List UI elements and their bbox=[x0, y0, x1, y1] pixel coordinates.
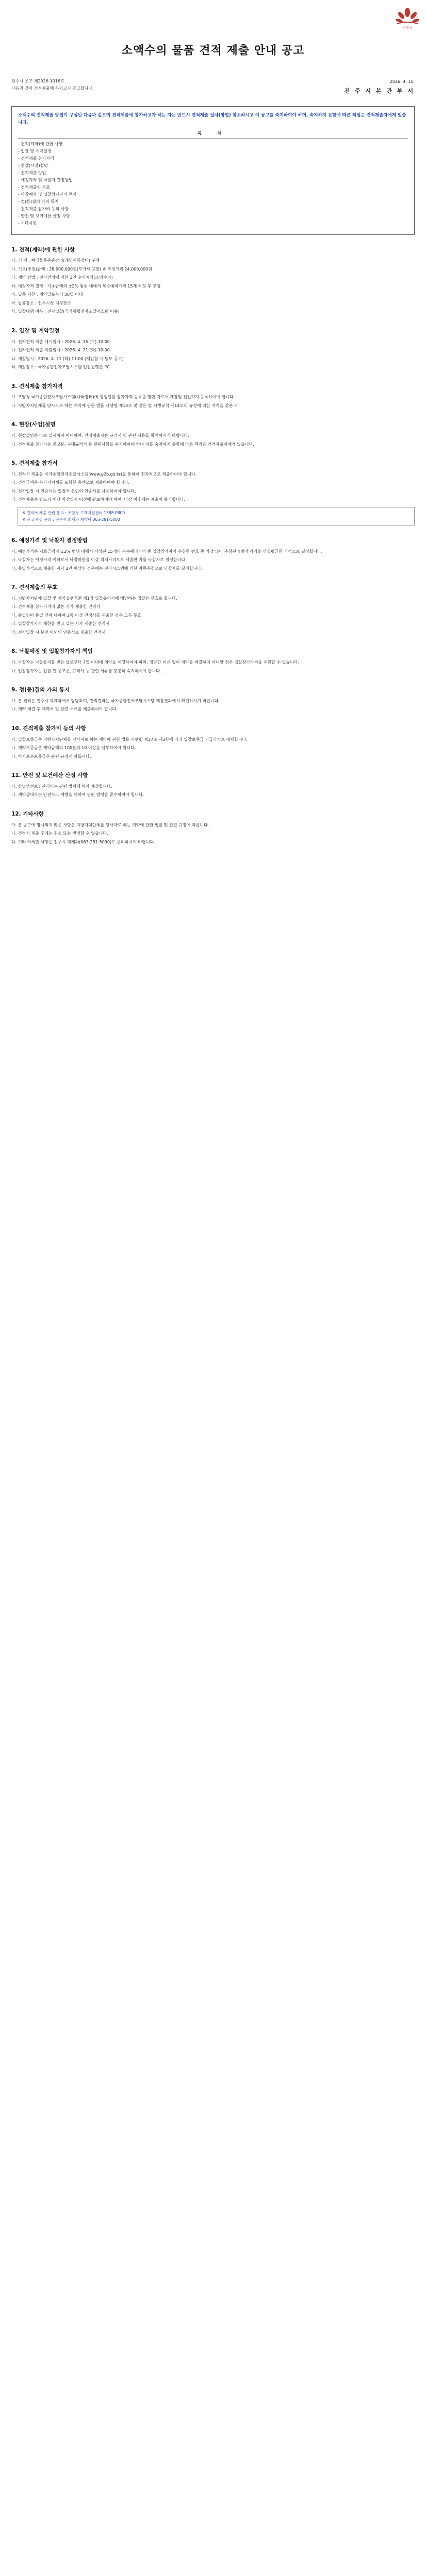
section bbox=[11, 686, 415, 714]
toc-item: - 견적제출 방법 bbox=[18, 170, 46, 175]
section bbox=[11, 460, 415, 526]
section-title: 12. 기타사항 bbox=[11, 810, 44, 817]
section bbox=[11, 772, 415, 799]
section-item: 나. 계약 체결 후 계약서 및 관련 서류를 제출하여야 합니다. bbox=[11, 707, 118, 712]
section-title: 4. 현장(사업)설명 bbox=[11, 421, 56, 428]
section-item: 가. 예정가격은 기초금액의 ±2% 범위 내에서 작성된 15개의 복수예비가격 중 입찰참가자가 추첨한 번호 중 가장 많이 추첨된 4개의 가격을 산술평균한 가격으로 결정합니다. bbox=[11, 549, 323, 554]
toc-item: - 견적제출 참가비 등의 사항 bbox=[18, 206, 69, 211]
section-title: 1. 견적(계약)에 관한 사항 bbox=[11, 246, 75, 253]
section-title: 6. 예정가격 및 낙찰자 결정방법 bbox=[11, 537, 88, 544]
section-item: 가. 조달청 국가종합전자조달시스템(나라장터)에 경쟁입찰 참가자격 등록을 필한 자로서 개찰일 전일까지 등록하여야 합니다. bbox=[11, 395, 235, 400]
section-item: 마. 전자입찰 시 본인 이외의 인증서로 제출한 견적서 bbox=[11, 630, 106, 635]
section-title: 9. 정(등)결의 가의 통지 bbox=[11, 687, 70, 693]
note-item: ※ 공고 관련 문의 : 전주시 회계과 계약팀 063-281-5000 bbox=[22, 517, 120, 522]
section-item: 나. 견적금액은 부가가치세를 포함한 총액으로 제출하여야 합니다. bbox=[11, 480, 129, 485]
section-item: 라. 예정가격 결정 : 기초금액의 ±2% 범위 내에서 복수예비가격 15개 작성 후 추첨 bbox=[11, 283, 161, 289]
section-item: 라. 입찰참가자격 제한을 받고 있는 자가 제출한 견적서 bbox=[11, 621, 110, 626]
notice-note: 다음과 같이 견적제출에 부치고자 공고합니다. bbox=[11, 86, 94, 91]
section-item: 다. 기타 자세한 사항은 전주시 회계과(063-281-5000)로 문의하시기 바랍니다. bbox=[11, 839, 155, 844]
section-item: 나. 견적제출 참가자는 공고문, 구매규격서 등 관련사항을 숙지하여야 하며 이를 숙지하지 못함에 따른 책임은 견적제출자에게 있습니다. bbox=[11, 442, 254, 447]
section-item: 라. 개찰장소 : 국가종합전자조달시스템 입찰집행관 PC bbox=[11, 365, 110, 369]
section-item: 가. 입찰보증금은 지방자치단체를 당사자로 하는 계약에 관한 법률 시행령 제37조 제3항에 따라 입찰보증금 지급각서로 대체합니다. bbox=[11, 737, 248, 742]
section-title: 5. 견적제출 참가서 bbox=[11, 460, 58, 466]
toc-item: - 낙찰예정 및 입찰참가자의 책임 bbox=[18, 192, 77, 197]
section-item: 나. 입찰참가자는 입찰 전 공고문, 규격서 등 관련 서류를 충분히 숙지하여야 합니다. bbox=[11, 668, 161, 673]
section bbox=[11, 327, 415, 371]
section-item: 가. 본 공고에 명시되지 않은 사항은 지방자치단체를 당사자로 하는 계약에 관한 법률 및 관련 규정에 따릅니다. bbox=[11, 822, 209, 827]
section-item: 다. 동일가격으로 제출한 자가 2인 이상인 경우에는 전자시스템에 의한 자동추첨으로 낙찰자를 결정합니다. bbox=[11, 566, 203, 571]
toc-item: - 견적(계약)에 관한 사항 bbox=[18, 141, 63, 146]
organization: 전 주 시 본 관 부 서 bbox=[344, 88, 415, 94]
note-item: ※ 견적서 제출 관련 문의 : 조달청 고객지원센터 1588-0800 bbox=[22, 510, 125, 515]
section-title: 7. 견적제출의 무효 bbox=[11, 584, 58, 590]
toc-item: - 현장(사업)설명 bbox=[18, 163, 48, 168]
toc-item: - 예정가격 및 낙찰자 결정방법 bbox=[18, 177, 73, 182]
section bbox=[11, 383, 415, 410]
section-item: 가. 지방자치단체 입찰 및 계약집행기준 제1장 입찰유의서에 해당하는 입찰은 무효로 합니다. bbox=[11, 596, 177, 601]
section bbox=[11, 246, 415, 316]
section-item: 가. 견적서 제출은 국가종합전자조달시스템(www.g2b.go.kr)을 통하여 전자적으로 제출하여야 합니다. bbox=[11, 471, 197, 477]
notice-date: 2026. 4. 15. bbox=[389, 79, 415, 84]
section-item: 가. 건 명 : 택배물품운송장비(개인피복장비) 구매 bbox=[11, 258, 100, 263]
sections bbox=[11, 246, 415, 846]
section bbox=[11, 725, 415, 760]
section-item: 나. 전자견적 제출 마감일시 : 2026. 4. 21.(화) 10:00 bbox=[11, 348, 110, 352]
section-item: 나. 견적제출 참가자격이 없는 자가 제출한 견적서 bbox=[11, 604, 101, 609]
section-item: 가. 전자견적 제출 개시일시 : 2026. 4. 15.(수) 10:00 bbox=[11, 339, 110, 344]
section-item: 사. 입찰대행 여부 : 전자입찰(국가종합전자조달시스템 이용) bbox=[11, 309, 120, 314]
section bbox=[11, 648, 415, 675]
section-item: 나. 견적서 제출 후에는 취소 또는 변경할 수 없습니다. bbox=[11, 831, 108, 836]
toc-item: - 견적제출의 무효 bbox=[18, 184, 51, 190]
toc-item: - 정(등)결의 가의 통지 bbox=[18, 199, 59, 204]
section-item: 다. 개찰일시 : 2026. 4. 21.(화) 11:00 (재입찰 시 별도 공고) bbox=[11, 356, 124, 361]
section-item: 다. 전자입찰 시 인증서는 입찰자 본인의 인증서를 사용하여야 합니다. bbox=[11, 488, 136, 494]
section bbox=[11, 537, 415, 572]
section-item: 다. 하자보수보증금은 관련 규정에 따릅니다. bbox=[11, 754, 91, 759]
notice-number: 전주시 공고 제2026-1016호 bbox=[11, 79, 64, 83]
toc-item: - 안전 및 보건예산 산정 사항 bbox=[18, 213, 70, 218]
section-item: 나. 지방자치단체를 당사자로 하는 계약에 관한 법률 시행령 제13조 및 같은 법 시행규칙 제14조의 규정에 의한 자격을 갖춘 자 bbox=[11, 403, 238, 408]
section-title: 3. 견적제출 참가자격 bbox=[11, 383, 63, 389]
section-item: 라. 견적제출은 반드시 해당 마감일시 이전에 완료하여야 하며, 마감 이후에는 제출이 불가합니다. bbox=[11, 497, 185, 502]
section bbox=[11, 421, 415, 448]
section-item: 가. 현장설명은 따로 실시하지 아니하며, 견적제출자는 규격서 및 관련 서류를 확인하시기 바랍니다. bbox=[11, 433, 189, 438]
summary-box bbox=[11, 106, 415, 235]
section-item: 나. 낙찰자는 예정가격 이하로서 낙찰하한율 이상 최저가격으로 제출한 자를 낙찰자로 결정합니다. bbox=[11, 557, 187, 562]
toc-item: - 기타사항 bbox=[18, 221, 37, 226]
toc-list bbox=[18, 141, 408, 227]
section-item: 가. 본 견적은 전주시 회계과에서 담당하며, 견적결과는 국가종합전자조달시스템 개찰결과에서 확인하시기 바랍니다. bbox=[11, 698, 220, 703]
section-item: 나. 기초(추정)금액 : 28,000,000원(부가세 포함) ※ 추정가격 24,000,000원 bbox=[11, 266, 152, 272]
section-title: 8. 낙찰예정 및 입찰참가자의 책임 bbox=[11, 648, 93, 655]
toc-item: - 견적제출 참가자격 bbox=[18, 156, 54, 161]
logo-text: 안동시 bbox=[403, 26, 412, 30]
section-item: 다. 동일인이 동일 건에 대하여 2통 이상 견적서를 제출한 경우 모두 무효 bbox=[11, 613, 141, 618]
page-title: 소액수의 물품 견적 제출 안내 공고 bbox=[121, 44, 305, 57]
section-item: 나. 계약상대자는 안전사고 예방을 위하여 관련 법령을 준수하여야 합니다. bbox=[11, 792, 144, 798]
toc-title: 목 차 bbox=[18, 130, 408, 139]
section-item: 가. 산업안전보건관리비는 관련 법령에 따라 계상합니다. bbox=[11, 784, 112, 789]
section-item: 바. 납품장소 : 전주시청 지정장소 bbox=[11, 300, 71, 306]
section-item: 가. 낙찰자는 낙찰통지를 받은 날로부터 7일 이내에 계약을 체결하여야 하며, 정당한 이유 없이 계약을 체결하지 아니할 경우 입찰참가자격을 제한할 수 있습니다. bbox=[11, 660, 300, 665]
section-item: 마. 납품 기한 : 계약일로부터 30일 이내 bbox=[11, 292, 83, 297]
section bbox=[11, 810, 415, 846]
section bbox=[11, 584, 415, 636]
section-item: 다. 계약 방법 : 전자견적에 의한 1인 수의계약(소액수의) bbox=[11, 275, 113, 280]
section-item: 나. 계약보증금은 계약금액의 100분의 10 이상을 납부하여야 합니다. bbox=[11, 745, 136, 750]
section-title: 11. 안전 및 보건예산 산정 사항 bbox=[11, 772, 88, 778]
toc-item: - 입찰 및 계약일정 bbox=[18, 148, 52, 154]
note-box bbox=[18, 507, 415, 526]
summary-intro: 소액수의 견적제출 방법이 구성된 다음과 같으며 견적제출에 참가하고자 하는 자는 반드시 견적제출 절차(방법) 참고하시고 이 공고를 숙지하여야 하며, 숙지하지 못함에 따른 책임은 견적제출자에게 있습니다. bbox=[18, 112, 406, 125]
section-title: 10. 견적제출 참가비 등의 사항 bbox=[11, 725, 86, 732]
section-title: 2. 입찰 및 계약일정 bbox=[11, 327, 60, 334]
